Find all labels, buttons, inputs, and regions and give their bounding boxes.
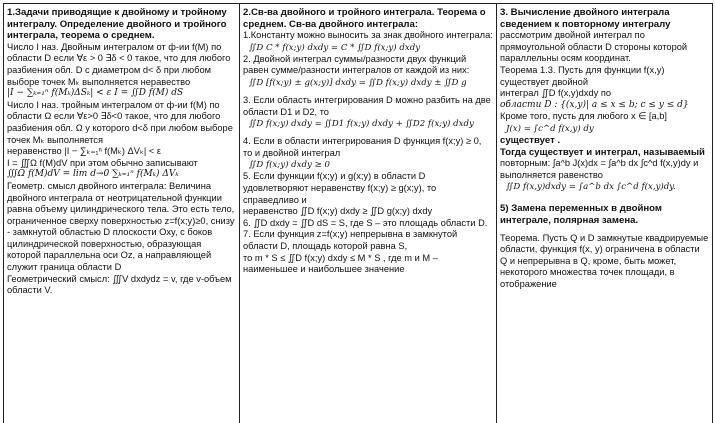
- region-definition: области D : {(x,y)| a ≤ x ≤ b; c ≤ y ≤ d}: [500, 99, 689, 110]
- triple-integral-notation: I = ∭Ω f(M)dV при этом обычно записывают: [7, 157, 198, 168]
- geometric-meaning-double: Геометр. смысл двойного интеграла: Величина двойного интеграла от неотрицательной функции равна объему цилиндрического тела. Это есть тело, ограниченное сверху поверхностью z=f(x;y)≥0, снизу - замкнутой областью D плоскости Oxy, с боков цилиндрической поверхностью, образующая которой параллельна оси Oz, а направляющей служит граница области D: [7, 180, 235, 273]
- then-exists-line: Тогда существует и интеграл, называемый: [500, 146, 705, 158]
- document-table: [3, 3, 713, 423]
- column-1: [4, 4, 240, 423]
- geometric-meaning-triple: Геометрический смысл: ∭V dxdydz = v, где v-объем области V.: [7, 273, 232, 296]
- rectangular-region-intro: рассмотрим двойной интеграл по прямоугольной области D стороны которой параллельны осям координат.: [500, 30, 688, 64]
- for-any-x: Кроме того, пусть для любого x ∈ [a,b]: [500, 111, 667, 122]
- property-3-text: 3. Если область интегрирования D можно разбить на две области D1 и D2, то: [243, 94, 491, 117]
- j-of-x-formula: J(x) = ∫c^d f(x,y) dy: [506, 123, 594, 134]
- theorem-1-3: Теорема 1.3. Пусть для функции f(x,y) существует двойной: [500, 64, 665, 87]
- equality-intro: выполняется равенство: [500, 169, 603, 180]
- property-1-formula: ∬D C * f(x;y) dxdy = C * ∬D f(x;y) dxdy: [249, 42, 421, 53]
- column-2-title: 2.Св-ва двойного и тройного интеграла. Теорема о среднем. Св-ва двойного интеграла:: [243, 7, 486, 30]
- iterated-integral-line: повторным: ∫a^b J(x)dx = ∫a^b dx ∫c^d f(x,y)dy и: [500, 158, 699, 169]
- property-2-text: 2. Двойной интеграл суммы/разности двух функций равен сумме/разности интегралов от каждой из них:: [243, 53, 470, 76]
- property-1-text: 1.Константу можно выносить за знак двойного интеграла:: [243, 30, 493, 41]
- property-2-formula: ∬D [f(x;y) ± g(x;y)] dxdy = ∬D f(x;y) dxdy ± ∬D g: [249, 77, 467, 88]
- property-6-text: 6. ∬D dxdy = ∬D dS = S, где S – это площадь области D.: [243, 217, 488, 228]
- property-7-formula: то m * S ≤ ∬D f(x;y) dxdy ≤ M * S , где m и M –: [243, 252, 438, 263]
- property-3-formula: ∬D f(x;y) dxdy = ∬D1 f(x;y) dxdy + ∬D2 f(x;y) dxdy: [249, 119, 474, 130]
- property-4-formula: ∬D f(x;y) dxdy ≥ 0: [249, 160, 330, 171]
- triple-integral-limit: ∭Ω f(M)dV = lim d→0 ∑ₖ₌₁ⁿ f(Mₖ) ΔVₖ: [7, 169, 179, 180]
- double-integral-definition: Число I наз. Двойным интегралом от ф-ии f(M) по области D если ∀ε > 0 ∃δ < 0 такое, что для любого разбиения обл. D с диаметром d< δ при любом выборе точек Mₖ выполняется неравество: [7, 41, 231, 87]
- property-5-formula: неравенство ∬D f(x;y) dxdy ≥ ∬D g(x;y) dxdy: [243, 206, 433, 217]
- change-of-variables-theorem: Теорема. Пусть Q и D замкнутые квадрируемые области, функция f(x, y) ограничена в области Q и непрерывна в Q, кроме, быть может, некоторого множества точек площади, в отображение: [500, 232, 709, 289]
- section-5-title: 5) Замена переменных в двойном интеграле, полярная замена.: [500, 203, 662, 226]
- iterated-equality-formula: ∬D f(x,y)dxdy = ∫a^b dx ∫c^d f(x,y)dy.: [506, 182, 676, 193]
- triple-inequality: неравенство |I − ∑ₖ₌₁ⁿ f(Mₖ) ΔVₖ| < ε: [7, 146, 162, 157]
- theorem-integral-line: интеграл ∬D f(x,y)dxdy по: [500, 88, 612, 99]
- property-7-text: 7. Если функция z=f(x;y) непрерывна в замкнутой области D, площадь которой равна S,: [243, 229, 458, 251]
- exists-line: существует .: [500, 134, 561, 146]
- column-1-title: 1.Задачи приводящие к двойному и тройному интегралу. Определение двойного и тройного интеграла, теорема о среднем.: [7, 7, 227, 42]
- property-4-text: 4. Если в области интегрирования D функция f(x;y) ≥ 0, то и двойной интеграл: [243, 136, 482, 158]
- column-2: [240, 4, 497, 423]
- triple-integral-definition: Число I наз. тройным интегралом от ф-ии f(M) по области Ω если ∀ε>0 ∃δ<0 такое, что для любого разбиения обл. Ω у которого d<δ при любом выборе точек Mₖ выполняется: [7, 99, 233, 145]
- column-3: [497, 4, 713, 423]
- column-3-title: 3. Вычисление двойного интеграла сведением к повторному интегралу: [500, 7, 671, 30]
- property-7-continuation: наименьшее и наибольшее значение: [243, 264, 405, 275]
- double-integral-formula: |I − ∑ₖ₌₁ⁿ f(Mₖ)ΔSₖ| < ε I = ∬D f(M) dS: [7, 88, 184, 99]
- property-5-text: 5. Если функции f(x;y) и g(x;y) в области D удовлетворяют неравенству f(x;y) ≥ g(x;y), то справедливо и: [243, 171, 437, 205]
